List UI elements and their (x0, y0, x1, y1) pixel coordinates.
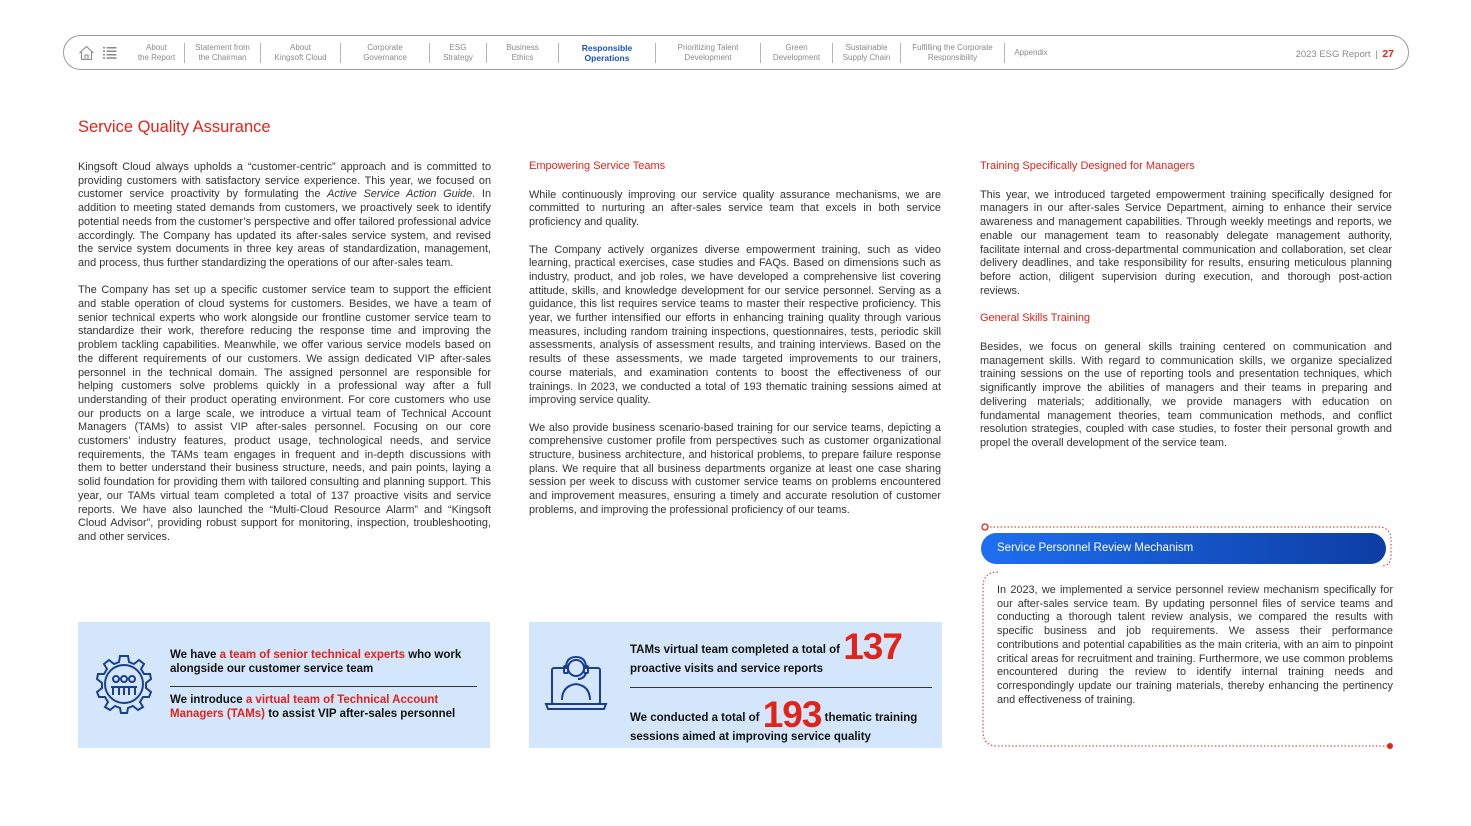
col3-paragraph-2: Besides, we focus on general skills training centered on communication and management skills. With regard to communication skills, we organize specialized training sessions on the use of reporting tools and presentation techniques, which significantly improve the abilities of managers and their teams in preparing and delivering materials; additionally, we provide managers with education on fundamental management theories, team communication methods, and conflict resolution strategies, coupled with case studies, to foster their personal growth and propel the overall development of the service team. (980, 341, 1392, 449)
team-gear-icon (92, 652, 156, 716)
menu-list-icon[interactable] (103, 46, 117, 59)
stat-137: 137 (843, 626, 902, 667)
nav-item-business-ethics[interactable]: Business Ethics (487, 43, 559, 63)
nav-item-corporate-governance[interactable]: Corporate Governance (341, 43, 430, 63)
column-2 (529, 160, 941, 531)
report-title: 2023 ESG Report (1295, 49, 1371, 60)
col2-paragraph-3: We also provide business scenario-based training for our service teams, depicting a comprehensive customer profile from perspectives such as customer organizational structure, business architecture, and historical problems, to prepare failure response plans. We require that all business departments organize at least one case sharing session per week to discuss with customer service teams on problems encountered and improvement measures, ensuring a timely and accurate resolution of customer problems, and improving the professional proficiency of our teams. (529, 421, 941, 516)
nav-items (129, 36, 1057, 69)
column-1 (78, 161, 491, 558)
highlight-box-stats (529, 622, 942, 748)
nav-item-talent-development[interactable]: Prioritizing Talent Development (656, 43, 761, 63)
col1-paragraph-1: Kingsoft Cloud always upholds a “customer-centric” approach and is committed to providing customers with satisfactory service experience. This year, we focused on customer service proactivity by formulating the Active Service Action Guide. In addition to meeting stated demands from customers, we proactively seek to identify potential needs from the customer’s perspective and offer tailored professional advice accordingly. The Company has updated its after-sales service system, and revised the service system documents in three key areas of standardization, management, and process, thus further standardizing the operations of our after-sales team. (78, 161, 491, 269)
col2-paragraph-1: While continuously improving our service quality assurance mechanisms, we are committed to nurturing an after-sales service team that excels in both service proficiency and quality. (529, 188, 941, 229)
tam-visits-stat: TAMs virtual team completed a total of 137 proactive visits and service reports (630, 626, 902, 675)
highlight1-divider (170, 686, 477, 687)
nav-item-about-report[interactable]: About the Report (129, 43, 185, 63)
stat-193: 193 (762, 694, 822, 735)
mechanism-title-banner: Service Personnel Review Mechanism (981, 533, 1386, 564)
report-label (1296, 48, 1394, 60)
nav-item-about-kingsoft[interactable]: About Kingsoft Cloud (261, 43, 341, 63)
col1-paragraph-2: The Company has set up a specific customer service team to support the efficient and stable operation of cloud systems for customers. Besides, we have a team of senior technical experts who work alongside our frontline customer service team to standardize their work, therefore reducing the response time and improving the problem tackling capabilities. Meanwhile, we offer various service models based on the different requirements of our customers. We assign dedicated VIP after-sales personnel in the technical domain. The assigned personnel are responsible for helping customers solve problems quickly in a professional way after a full understanding of their product operating environment. For core customers who use our products on a large scale, we introduce a virtual team of Technical Account Managers (TAMs) to assist VIP after-sales personnel. Focusing on our core customers’ industry features, product usage, technological needs, and service requirements, the TAMs team engages in frequent and in-depth discussions with them to better understand their business structure, needs, and pain points, laying a solid foundation for providing them with tailored consulting and planning support. This year, our TAMs virtual team completed a total of 137 proactive visits and service reports. We have also launched the “Multi-Cloud Resource Alarm” and “Kingsoft Cloud Advisor”, providing robust support for monitoring, inspection, troubleshooting, and other services. (78, 284, 491, 543)
expert-team-statement: We have a team of senior technical experts who work alongside our customer service team (170, 649, 462, 675)
service-agent-laptop-icon (544, 654, 610, 716)
section-heading-managers: Training Specifically Designed for Managers (980, 160, 1195, 172)
nav-item-responsible-operations[interactable]: Responsible Operations (559, 43, 656, 63)
nav-item-statement-chairman[interactable]: Statement from the Chairman (185, 43, 261, 63)
home-icon[interactable] (78, 45, 95, 61)
highlight2-divider (630, 687, 932, 688)
page-title: Service Quality Assurance (78, 118, 271, 136)
section-heading-empowering: Empowering Service Teams (529, 160, 666, 172)
col2-paragraph-2: The Company actively organizes diverse empowerment training, such as video learning, practical exercises, case studies and FAQs. Based on dimensions such as industry, product, and job roles, we have developed a comprehensive list covering attitude, skills, and knowledge development for our service personnel. Serving as a guidance, this list requires service teams to master their respective proficiency. This year, we further intensified our efforts in enhancing training quality through various measures, including random training inspections, questionnaires, tests, periodic skill assessments, analysis of assessment results, and training interviews. Based on the results of these assessments, we made targeted improvements to our trainers, course materials, and examination contents to boost the effectiveness of our trainings. In 2023, we conducted a total of 193 thematic training sessions aimed at improving service quality. (529, 243, 941, 407)
tam-team-statement: We introduce a virtual team of Technical Account Managers (TAMs) to assist VIP after-sales personnel (170, 694, 456, 720)
top-navigation (63, 35, 1409, 70)
report-separator: | (1375, 49, 1378, 60)
nav-item-esg-strategy[interactable]: ESG Strategy (430, 43, 487, 63)
training-sessions-stat: We conducted a total of 193 thematic training sessions aimed at improving service quality (630, 694, 918, 743)
section-heading-general-skills: General Skills Training (980, 312, 1091, 325)
col3-paragraph-1: This year, we introduced targeted empowerment training specifically designed for managers in our after-sales Service Department, aiming to enhance their service awareness and management capabilities. Through weekly meetings and reports, we enable our management team to reasonably delegate management authority, facilitate internal and cross-departmental communication and collaboration, set clear delivery deadlines, and take responsibility for results, ensuring meticulous planning before action, diligent supervision during execution, and thorough post-action reviews. (980, 188, 1392, 297)
column-3 (980, 160, 1392, 464)
nav-item-appendix[interactable]: Appendix (1014, 47, 1048, 57)
mechanism-body: In 2023, we implemented a service personnel review mechanism specifically for our after-sales service team. By updating personnel files of service teams and conducting a thorough talent review analysis, we compared the results with specific business and job requirements. We assess their performance contributions and potential capabilities as the main criteria, with an aim to pinpoint critical areas for recruitment and training. Furthermore, we use common problems encountered during the review to identify internal training needs and correspondingly update our training materials, thereby enhancing the pertinency and effectiveness of training. (997, 584, 1393, 706)
nav-item-green-development[interactable]: Green Development (761, 43, 833, 63)
nav-icons (78, 45, 117, 61)
nav-item-supply-chain[interactable]: Sustainable Supply Chain (833, 43, 901, 63)
highlight-box-experts (78, 622, 490, 748)
page-number: 27 (1382, 48, 1394, 60)
nav-item-corporate-responsibility[interactable]: Fulfilling the Corporate Responsibility (901, 43, 1005, 63)
